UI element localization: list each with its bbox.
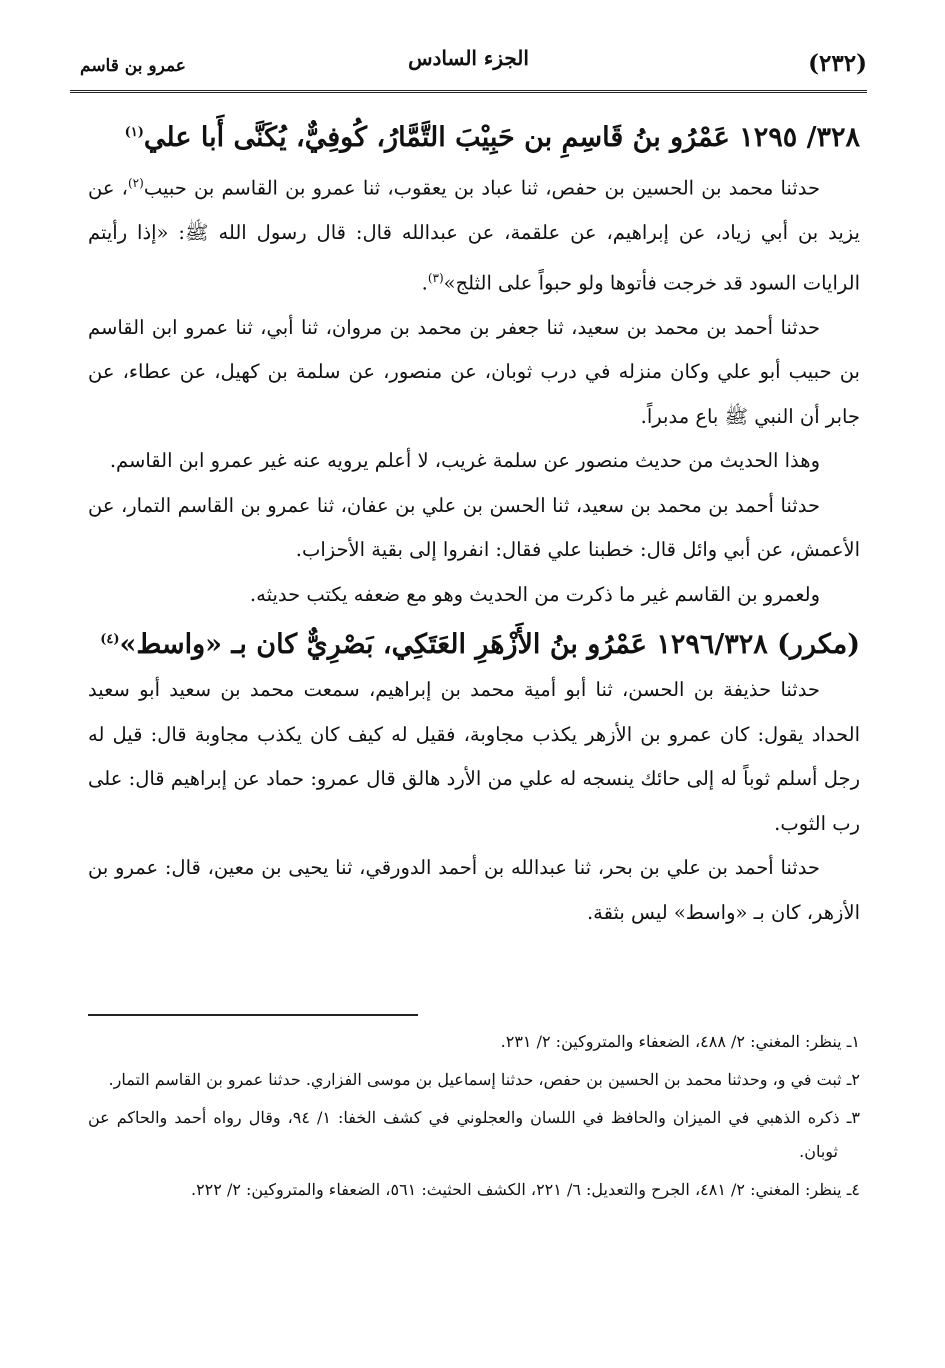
paragraph: ولعمرو بن القاسم غير ما ذكرت من الحديث وهو مع ضعفه يكتب حديثه.	[249, 582, 820, 606]
running-header	[70, 44, 867, 84]
footnote: ٣ـ ذكره الذهبي في الميزان والحافظ في اللسان والعجلوني في كشف الخفا: ١/ ٩٤، وقال رواه أحمد والحاكم عن ثوبان.	[88, 1108, 860, 1161]
main-text	[88, 110, 860, 935]
entry-heading: ٣٢٨/ ١٢٩٥ عَمْرُو بنُ قَاسِمِ بن حَبِيْبَ التَّمَّارُ، كُوفِيٌّ، يُكَنَّى أَبا علي$^{(١)}$	[124, 122, 860, 153]
entry-heading: (مكرر) ١٢٩٦/٣٢٨ عَمْرُو بنُ الأَزْهَرِ العَتَكِي، بَصْرِيٌّ كان بـ «واسط»$^{(٤)}$	[100, 629, 860, 660]
volume-title: الجزء السادس	[408, 46, 529, 70]
header-rule	[70, 90, 867, 93]
paragraph: حدثنا أحمد بن علي بن بحر، ثنا عبدالله بن أحمد الدورقي، ثنا يحيى بن معين، قال: عمرو بن الأزهر، كان بـ «واسط» ليس بثقة.	[88, 856, 860, 924]
footnote-rule	[88, 1014, 418, 1016]
paragraph: وهذا الحديث من حديث منصور عن سلمة غريب، لا أعلم يرويه عنه غير عمرو ابن القاسم.	[109, 449, 820, 472]
footnote: ٤ـ ينظر: المغني: ٢/ ٤٨١، الجرح والتعديل: ٦/ ٢٢١، الكشف الحثيث: ٥٦١، الضعفاء والمتروكين: ٢/ ٢٢٢.	[190, 1180, 860, 1199]
running-title: عمرو بن قاسم	[80, 56, 186, 76]
paragraph: حدثنا حذيفة بن الحسن، ثنا أبو أمية محمد بن إبراهيم، سمعت محمد بن سعيد أبو سعيد الحداد يقول: كان عمرو بن الأزهر يكذب مجاوبة، فقيل له كيف كان يكذب مجاوبة قال: قيل له رجل أسلم ثوباً له إلى حائك ينسجه له علي من الأرد هالق قال عمرو: حماد عن إبراهيم قال: على رب الثوب.	[88, 678, 860, 835]
paragraph: حدثنا أحمد بن محمد بن سعيد، ثنا جعفر بن محمد بن مروان، ثنا أبي، ثنا عمرو ابن القاسم بن حبيب أبو علي وكان منزله في درب ثوبان، عن منصور، عن سلمة بن كهيل، عن عطاء، عن جابر أن النبي ﷺ باع مدبراً.	[88, 315, 860, 428]
paragraph: حدثنا أحمد بن محمد بن سعيد، ثنا الحسن بن علي بن عفان، ثنا عمرو بن القاسم التمار، عن الأعمش، عن أبي وائل قال: خطبنا علي فقال: انفروا إلى بقية الأحزاب.	[88, 493, 860, 561]
footnotes	[88, 1025, 860, 1211]
paragraph: حدثنا محمد بن الحسين بن حفص، ثنا عباد بن يعقوب، ثنا عمرو بن القاسم بن حبيب$^{(٢)}$، عن يزيد بن أبي زياد، عن إبراهيم، عن علقمة، عن عبدالله قال: قال رسول الله ﷺ: «إذا رأيتم الرايات السود قد خرجت فأتوها ولو حبواً على الثلج»$^{(٣)}$.	[88, 176, 860, 294]
footnote: ١ـ ينظر: المغني: ٢/ ٤٨٨، الضعفاء والمتروكين: ٢/ ٢٣١.	[500, 1032, 860, 1051]
footnote: ٢ـ ثبت في و، وحدثنا محمد بن الحسين بن حفص، حدثنا إسماعيل بن موسى الفزاري. حدثنا عمرو بن القاسم التمار.	[108, 1070, 860, 1089]
footnote-ref[interactable]: (٤)	[100, 632, 120, 647]
footnote-ref[interactable]: (٢)	[127, 176, 144, 190]
footnote-ref[interactable]: (٣)	[427, 270, 444, 285]
page-number: (٢٣٢)	[808, 50, 867, 77]
footnote-ref[interactable]: (١)	[124, 125, 144, 140]
